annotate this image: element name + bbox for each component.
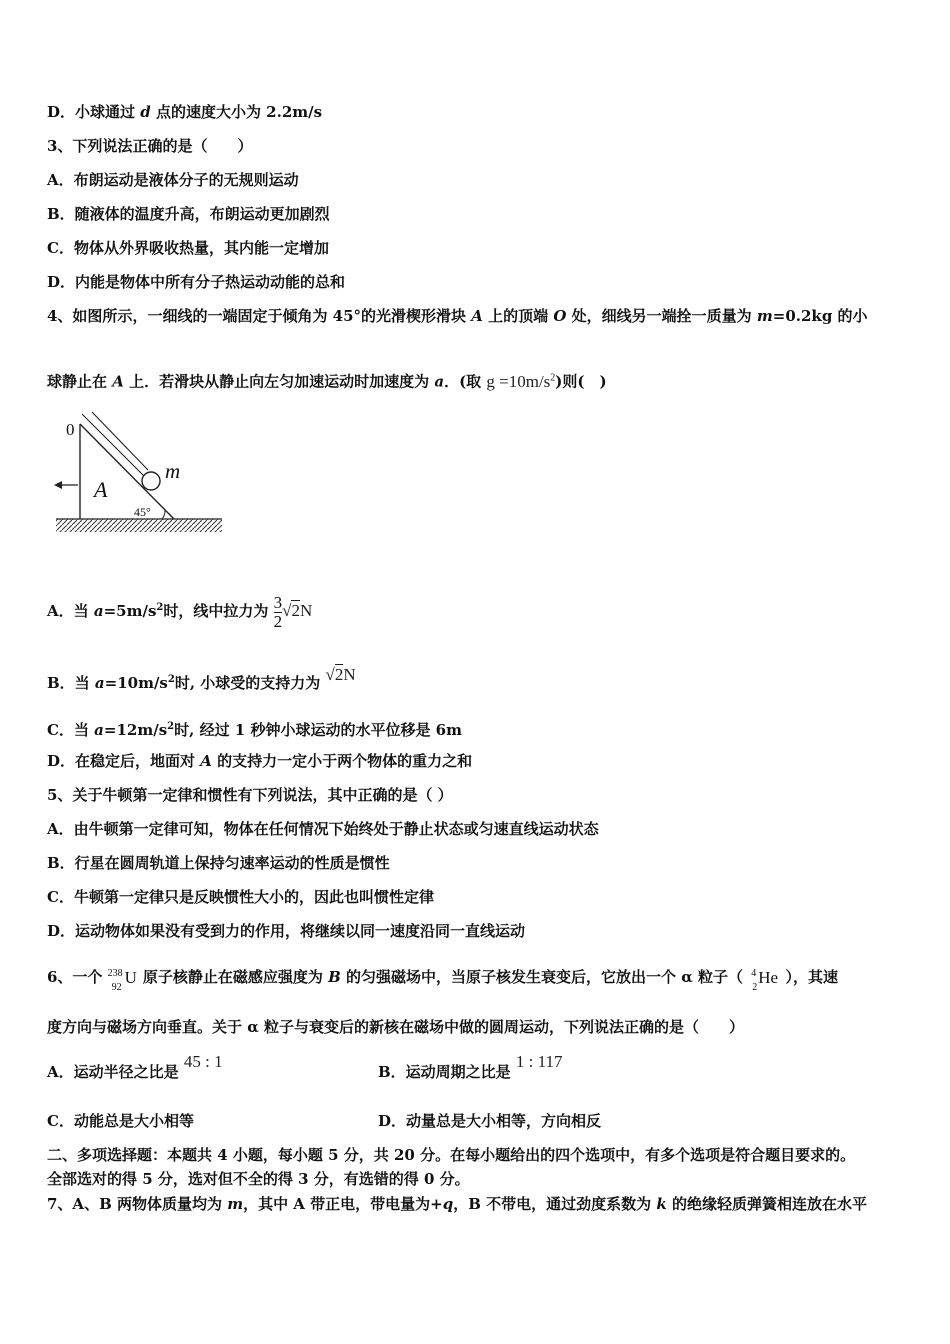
q4-option-d: D．在稳定后，地面对 A 的支持力一定小于两个物体的重力之和 bbox=[47, 752, 473, 770]
q5-option-d: D．运动物体如果没有受到力的作用，将继续以同一速度沿同一直线运动 bbox=[47, 922, 526, 940]
q4-figure-wedge bbox=[52, 410, 224, 536]
rope bbox=[82, 414, 144, 476]
q4-option-c: C．当 $a=12m/s^2$时, 经过 1 秒钟小球运动的水平位移是 6m bbox=[47, 721, 462, 739]
q4-stem-line1: 4、如图所示，一细线的一端固定于倾角为 45°的光滑楔形滑块 A 上的顶端 O 处，细线另一端拴一质量为 m=0.2kg 的小 bbox=[47, 307, 868, 325]
q3-option-a: A．布朗运动是液体分子的无规则运动 bbox=[47, 171, 299, 189]
label-A: A bbox=[94, 477, 108, 502]
q3-stem: 3、下列说法正确的是（ ） bbox=[47, 137, 253, 155]
q6-stem-line1: 6、一个 238 92 U 原子核静止在磁感应强度为 B 的匀强磁场中，当原子核发生衰变后，它放出一个 α 粒子（ 4 2 He ），其速 bbox=[47, 964, 838, 991]
ground-hatch bbox=[56, 519, 222, 532]
q4-option-b: B．当 $a=10m/s^2$时, 小球受的支持力为 √2N bbox=[47, 665, 356, 692]
q6-option-c: C．动能总是大小相等 bbox=[47, 1112, 194, 1130]
q6-option-a: A．运动半径之比是 45 : 1 bbox=[47, 1052, 223, 1081]
q3-option-d: D．内能是物体中所有分子热运动动能的总和 bbox=[47, 273, 346, 291]
q5-stem: 5、关于牛顿第一定律和惯性有下列说法，其中正确的是（ ） bbox=[47, 786, 453, 804]
q4-option-a: A．当 $a=5m/s^2$时，线中拉力为 $\frac{3}{2}$ √2N bbox=[47, 592, 313, 631]
q7-stem-line1: 7、A、B 两物体质量均为 m，其中 A 带正电，带电量为+q，B 不带电，通过劲度系数为 k 的绝缘轻质弹簧相连放在水平 bbox=[47, 1195, 867, 1213]
q4-stem-line2: 球静止在 A 上．若滑块从静止向左匀加速运动时加速度为 a．(取 $g =10m/s^2$)则( ) bbox=[47, 371, 607, 391]
fraction-3-over-2: $\frac{3}{2}$ bbox=[273, 592, 283, 631]
q5-option-b: B．行星在圆周轨道上保持匀速率运动的性质是惯性 bbox=[47, 854, 390, 872]
section2-heading-line2: 全部选对的得 5 分，选对但不全的得 3 分，有选错的得 0 分。 bbox=[47, 1170, 470, 1188]
q6-option-d: D．动量总是大小相等，方向相反 bbox=[378, 1112, 602, 1130]
gravity-value: $g =10m/s^2$ bbox=[486, 371, 556, 391]
q6-stem-line2: 度方向与磁场方向垂直。关于 α 粒子与衰变后的新核在磁场中做的圆周运动，下列说法正确的是（ ） bbox=[47, 1018, 744, 1036]
q6-option-b: B．运动周期之比是 1 : 117 bbox=[378, 1052, 563, 1081]
q5-option-c: C．牛顿第一定律只是反映惯性大小的，因此也叫惯性定律 bbox=[47, 888, 434, 906]
ball bbox=[142, 472, 160, 490]
label-angle: 45° bbox=[134, 505, 151, 519]
label-O: 0 bbox=[66, 420, 75, 439]
label-m: m bbox=[165, 459, 181, 483]
q3-option-c: C．物体从外界吸收热量，其内能一定增加 bbox=[47, 239, 329, 257]
q5-option-a: A．由牛顿第一定律可知，物体在任何情况下始终处于静止状态或匀速直线运动状态 bbox=[47, 820, 599, 838]
q2-option-d: D．小球通过 d 点的速度大小为 2.2m/s bbox=[47, 103, 323, 121]
wedge-incline bbox=[80, 424, 174, 519]
section2-heading-line1: 二、多项选择题：本题共 4 小题，每小题 5 分，共 20 分。在每小题给出的四个选项中，有多个选项是符合题目要求的。 bbox=[47, 1146, 856, 1164]
uranium-238-isotope: 238 92 U bbox=[107, 968, 137, 993]
q3-option-b: B．随液体的温度升高，布朗运动更加剧烈 bbox=[47, 205, 330, 223]
helium-4-isotope: 4 2 He bbox=[751, 968, 779, 993]
